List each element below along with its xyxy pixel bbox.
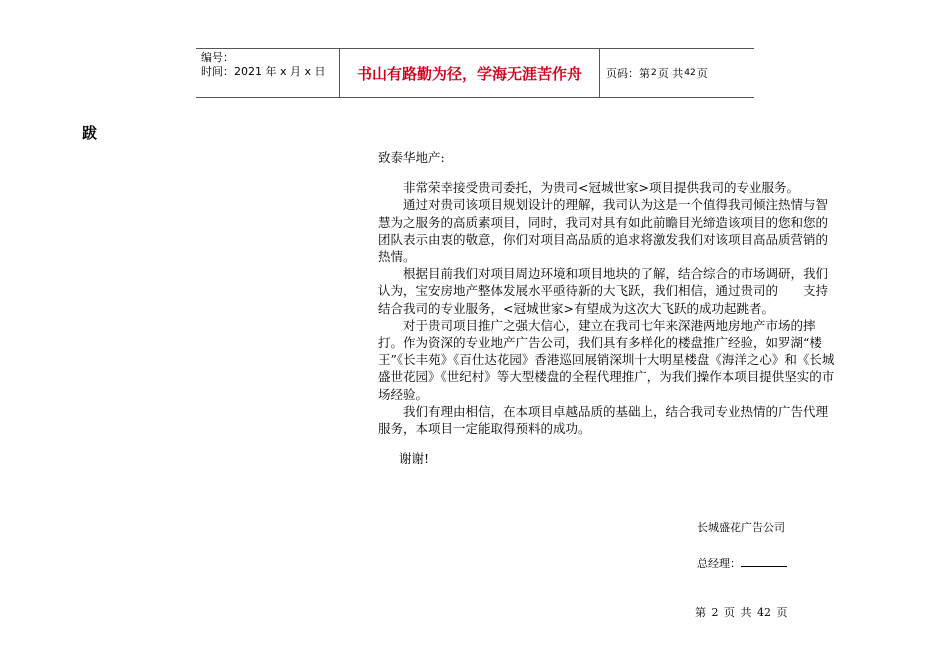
letter-salutation: 致泰华地产:	[378, 150, 445, 165]
letter-paragraph: 根据目前我们对项目周边环境和项目地块的了解，结合综合的市场调研，我们认为，宝安房地产整体发展水平亟待新的大飞跃，我们相信，通过贵司的 支持结合我司的专业服务，<冠城世家>有望成为这次大飞跃的成功起跳者。	[378, 266, 829, 316]
time-rest: 年 x 月 x 日	[262, 65, 326, 78]
letter-paragraph: 通过对贵司该项目规划设计的理解，我司认为这是一个值得我司倾注热情与智慧为之服务的高质素项目，同时，我司对具有如此前瞻目光缔造该项目的您和您的团队表示由衷的敬意，你们对项目高品质的追求将激发我们对该项目高品质营销的热情。	[378, 197, 829, 265]
letter-thanks: 谢谢!	[399, 451, 430, 467]
page-total: 42	[684, 68, 696, 78]
page-prefix: 页码：第	[606, 67, 650, 80]
signature-blank-line	[741, 556, 787, 567]
header-page-info	[600, 49, 754, 97]
header-table	[196, 48, 754, 98]
page-footer: 第 2 页 共 42 页	[695, 606, 788, 619]
section-title: 跋	[82, 124, 98, 142]
time-line	[201, 65, 339, 79]
letter-paragraph: 非常荣幸接受贵司委托，为贵司<冠城世家>项目提供我司的专业服务。	[403, 180, 799, 196]
manager-label: 总经理：	[697, 557, 741, 570]
page-suffix: 页	[696, 67, 708, 80]
header-meta-cell	[196, 49, 340, 97]
letter-paragraph: 对于贵司项目推广之强大信心，建立在我司七年来深港两地房地产市场的摔打。作为资深的专业地产广告公司，我们具有多样化的楼盘推广经验，如罗湖“楼王”《长丰苑》《百仕达花园》香港巡回展销深圳十大明星楼盘《海洋之心》和《长城盛世花园》《世纪村》等大型楼盘的全程代理推广，为我们操作本项目提供坚实的市场经验。	[378, 317, 835, 402]
signature-manager	[697, 555, 787, 571]
page-current: 2	[651, 68, 657, 78]
letter-paragraph: 我们有理由相信，在本项目卓越品质的基础上，结合我司专业热情的广告代理服务，本项目一定能取得预料的成功。	[378, 403, 829, 437]
page-mid: 页 共	[657, 67, 684, 80]
header-motto: 书山有路勤为径，学海无涯苦作舟	[340, 49, 600, 97]
letter-body	[378, 149, 838, 467]
time-label: 时间：	[201, 65, 234, 78]
time-year: 2021	[234, 65, 262, 78]
signature-company: 长城盛花广告公司	[697, 521, 785, 534]
number-label: 编号：	[201, 51, 234, 64]
